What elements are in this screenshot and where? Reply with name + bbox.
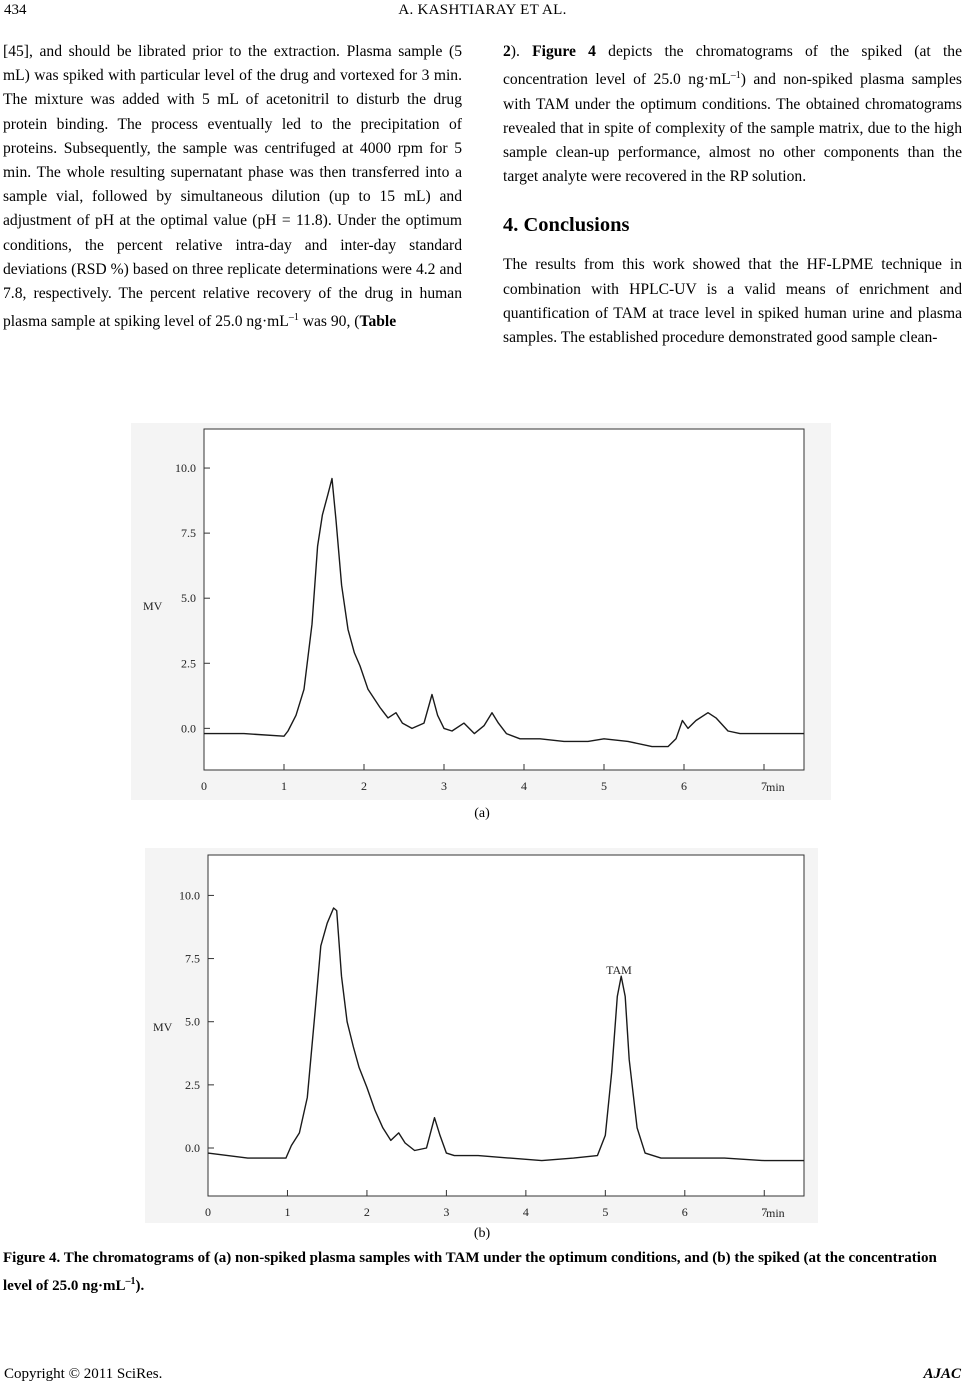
x-tick-label: 3: [443, 1205, 450, 1219]
x-tick-label: 4: [522, 1205, 529, 1219]
x-tick-label: 1: [281, 779, 287, 793]
right-paragraph-1: [503, 40, 962, 189]
left-column: [3, 40, 462, 335]
x-tick-label: 7: [761, 779, 767, 793]
right-p1-b: depicts the chromatograms of the spiked (at the concentration level of 25.0 ng·mL: [503, 43, 963, 89]
y-axis-label: MV: [143, 599, 163, 613]
x-tick-label: 6: [681, 1205, 688, 1219]
x-tick-label: 0: [205, 1205, 211, 1219]
x-axis-label: min: [766, 1206, 785, 1220]
y-tick-label: 10.0: [175, 461, 196, 476]
figure-caption-end: ).: [135, 1278, 145, 1294]
x-tick-label: 7: [761, 1205, 768, 1219]
y-tick-label: 0.0: [181, 721, 196, 736]
section-heading-conclusions: 4. Conclusions: [503, 214, 630, 237]
panel-b-label: (b): [473, 1226, 491, 1241]
y-tick-label: 7.5: [185, 951, 200, 966]
left-paragraph-text: [45], and should be librated prior to the extraction. Plasma sample (5 mL) was spiked with particular level of the drug and vortexed for 3 min. The mixture was added with 5 mL of acetonitril to disturb the drug protein binding. The process eventually led to the precipitation of proteins. Subsequently, the sample was centrifuged at 4000 rpm for 5 min. The whole resulting supernatant phase was then transferred into a sample vial, followed by simultaneous dilution (up to 15 mL) and adjustment of pH at the optimal value (pH = 11.8). Under the optimum conditions, the percent relative intra-day and inter-day standard deviations (RSD %) based on three replicate determinations were 4.2 and 7.8, respectively. The percent relative recovery of the drug in human plasma sample at spiking level of 25.0 ng·mL: [3, 43, 462, 331]
x-tick-label: 6: [681, 779, 687, 793]
right-superscript: –1: [730, 70, 741, 82]
table-ref-number: 2: [503, 43, 511, 60]
page-number: 434: [4, 2, 27, 18]
x-tick-label: 3: [441, 779, 447, 793]
x-tick-label: 5: [602, 1205, 609, 1219]
right-p1-c: ) and non-spiked plasma samples with TAM under the optimum conditions. The obtained chromatograms revealed that in spite of complexity of the sample matrix, due to the high sample clean-up performance, almost no other components than the target analyte were recovered in the RP solution.: [503, 71, 962, 186]
page-header: [0, 0, 965, 22]
x-tick-label: 5: [601, 779, 607, 793]
figure-caption: [3, 1246, 963, 1298]
x-tick-label: 2: [363, 1205, 370, 1219]
left-paragraph-tail: was 90, (: [298, 313, 360, 331]
panel-a-label: (a): [474, 806, 490, 821]
copyright: Copyright © 2011 SciRes.: [4, 1366, 163, 1382]
y-tick-label: 2.5: [181, 656, 196, 671]
chromatogram-a: [131, 423, 831, 800]
right-paragraph-2: The results from this work showed that the HF-LPME technique in combination with HPLC-UV is a valid means of enrichment and quantification of TAM at trace level in spiked human urine and plasma samples. The established procedure demonstrated good sample clean-: [503, 256, 962, 347]
plot-frame: [208, 855, 804, 1196]
figure-caption-sup: –1: [125, 1276, 136, 1287]
journal-name: AJAC: [923, 1366, 961, 1382]
x-tick-label: 2: [361, 779, 367, 793]
y-tick-label: 10.0: [179, 888, 200, 903]
chromatogram-b-plot: [145, 848, 818, 1223]
x-tick-label: 1: [284, 1205, 291, 1219]
running-title: A. KASHTIARAY ET AL.: [398, 2, 567, 18]
chromatogram-b: [145, 848, 818, 1223]
left-superscript: –1: [288, 312, 299, 324]
y-tick-label: 0.0: [185, 1141, 200, 1156]
y-tick-label: 2.5: [185, 1077, 200, 1092]
left-table-ref: Table: [359, 313, 397, 331]
x-tick-label: 4: [521, 779, 527, 793]
figure-caption-text: Figure 4. The chromatograms of (a) non-spiked plasma samples with TAM under the optimum conditions, and (b) the spiked (at the concentration level of 25.0 ng·mL: [3, 1250, 937, 1294]
x-axis-label: min: [766, 780, 785, 794]
x-tick-label: 0: [201, 779, 207, 793]
right-column: [503, 40, 962, 350]
left-paragraph: [3, 40, 462, 335]
y-axis-label: MV: [153, 1020, 173, 1034]
y-tick-label: 5.0: [181, 591, 196, 606]
y-tick-label: 7.5: [181, 526, 196, 541]
chromatogram-a-plot: [131, 423, 831, 800]
peak-annotation: TAM: [606, 963, 632, 977]
figure-ref: Figure 4: [532, 43, 596, 60]
right-p1-a: ).: [510, 43, 533, 60]
y-tick-label: 5.0: [185, 1014, 200, 1029]
